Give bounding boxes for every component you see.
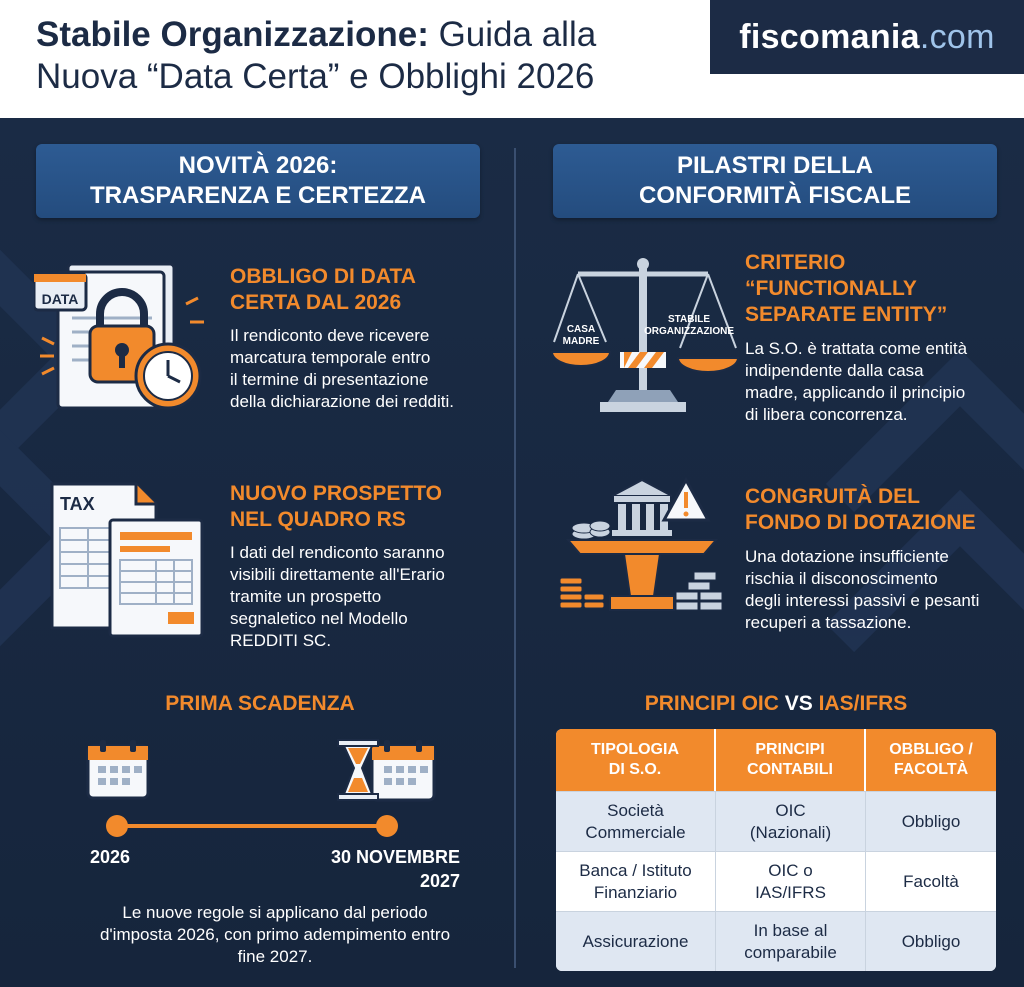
left-item1-title: [230, 264, 500, 316]
calendar-icon-start: [86, 740, 150, 800]
table-header-tipologia: TIPOLOGIA DI S.O.: [556, 729, 716, 791]
balance-scale-icon: [548, 252, 740, 422]
right-item2-title-line2: FONDO DI DOTAZIONE: [745, 511, 976, 534]
deadline-title: PRIMA SCADENZA: [165, 692, 355, 715]
hourglass-calendar-icon: [336, 738, 436, 802]
left-item2-body-line4: segnaletico nel Modello: [230, 609, 408, 628]
left-item1-title-line1: OBBLIGO DI DATA: [230, 265, 416, 288]
left-section-line1: NOVITÀ 2026:: [178, 152, 338, 179]
right-item1-title-line3: SEPARATE ENTITY”: [745, 303, 948, 326]
timeline-end-label-line2: 2027: [419, 871, 460, 891]
left-item2-body-line5: REDDITI SC.: [230, 631, 332, 650]
table-title-vs: VS: [784, 692, 813, 715]
right-item1-body-line4: di libera concorrenza.: [745, 405, 908, 424]
brand-tld: .com: [919, 17, 995, 56]
right-item2-body-line2: rischia il disconoscimento: [745, 569, 938, 588]
table-row: [556, 851, 996, 911]
left-section-line2: TRASPARENZA E CERTEZZA: [90, 182, 426, 209]
right-item1-body-line1: La S.O. è trattata come entità: [745, 339, 968, 358]
left-item1-body-line1: Il rendiconto deve ricevere: [230, 326, 430, 345]
table-row: [556, 791, 996, 851]
right-item2-body-line1: Una dotazione insufficiente: [745, 547, 949, 566]
main-panel: [0, 118, 1024, 987]
table-header-obbligo: OBBLIGO / FACOLTÀ: [866, 729, 996, 791]
left-section-header: [36, 144, 480, 218]
scale-right-line1: STABILE: [667, 314, 711, 325]
table-cell: Facoltà: [866, 851, 996, 911]
left-item1-body-line2: marcatura temporale entro: [230, 348, 431, 367]
table-title-b: IAS/IFRS: [812, 692, 908, 715]
left-item2-body-line1: I dati del rendiconto saranno: [230, 543, 445, 562]
right-section-line2: CONFORMITÀ FISCALE: [639, 182, 911, 209]
table-cell: OIC o IAS/IFRS: [716, 851, 866, 911]
brand-logo[interactable]: [710, 0, 1024, 74]
scale-left-line2: MADRE: [562, 336, 600, 347]
timeline-end-label-line1: 30 NOVEMBRE: [330, 847, 460, 867]
left-item1-body-line3: il termine di presentazione: [230, 370, 429, 389]
left-item2-title: [230, 481, 500, 533]
right-item1-body: [745, 338, 1020, 426]
table-cell: Banca / Istituto Finanziario: [556, 851, 716, 911]
left-item2-body: [230, 542, 515, 652]
deadline-note-line3: fine 2027.: [237, 947, 313, 966]
table-row: [556, 911, 996, 971]
right-item1-title-line1: CRITERIO: [745, 251, 846, 274]
timeline-start-label: 2026: [90, 847, 131, 867]
table-header-principi: PRINCIPI CONTABILI: [716, 729, 866, 791]
data-icon-label: DATA: [41, 291, 79, 307]
table-cell: In base al comparabile: [716, 911, 866, 971]
right-item2-title: [745, 484, 1015, 536]
page-title-line2: Nuova “Data Certa” e Obblighi 2026: [36, 57, 595, 96]
deadline-note-line2: d'imposta 2026, con primo adempimento entro: [99, 925, 451, 944]
table-title-a: PRINCIPI OIC: [644, 692, 785, 715]
table-title: [556, 692, 996, 716]
bank-fund-warning-icon: [554, 476, 730, 636]
left-item2-title-line2: NEL QUADRO RS: [230, 508, 406, 531]
right-section-header: [553, 144, 997, 218]
left-item1-body: [230, 325, 510, 413]
page-title-rest: Guida alla: [428, 15, 597, 54]
deadline-note-line1: Le nuove regole si applicano dal periodo: [122, 903, 428, 922]
timeline-end-dot: [376, 815, 398, 837]
table-cell: Obbligo: [866, 911, 996, 971]
table-cell: OIC (Nazionali): [716, 791, 866, 851]
table-cell: Obbligo: [866, 791, 996, 851]
timeline-end-label: [290, 845, 460, 893]
scale-left-line1: CASA: [566, 324, 596, 335]
principles-table: [556, 729, 996, 971]
right-section-line1: PILASTRI DELLA: [677, 152, 873, 179]
table-header-row: [556, 729, 996, 791]
right-item2-body: [745, 546, 1020, 634]
left-item1-title-line2: CERTA DAL 2026: [230, 291, 402, 314]
brand-text: [739, 18, 995, 57]
timeline-start-dot: [106, 815, 128, 837]
page-title-bold: Stabile Organizzazione:: [36, 15, 429, 54]
right-item2-body-line4: recuperi a tassazione.: [745, 613, 912, 632]
tax-forms-icon: [48, 480, 208, 640]
right-item1-title: [745, 250, 1015, 328]
table-cell: Assicurazione: [556, 911, 716, 971]
left-item1-body-line4: della dichiarazione dei redditi.: [230, 392, 454, 411]
locked-document-clock-icon: [34, 258, 209, 418]
left-item2-title-line1: NUOVO PROSPETTO: [230, 482, 442, 505]
timeline-line: [116, 824, 386, 828]
left-item2-body-line2: visibili direttamente all'Erario: [230, 565, 445, 584]
right-item1-body-line2: indipendente dalla casa: [745, 361, 924, 380]
right-item2-title-line1: CONGRUITÀ DEL: [745, 485, 920, 508]
deadline-note: [40, 902, 510, 968]
right-item2-body-line3: degli interessi passivi e pesanti: [745, 591, 980, 610]
right-item1-body-line3: madre, applicando il principio: [745, 383, 966, 402]
scale-right-line2: ORGANIZZAZIONE: [644, 326, 734, 337]
brand-name: fiscomania: [739, 17, 920, 56]
header: [0, 0, 1024, 118]
right-item1-title-line2: “FUNCTIONALLY: [745, 277, 917, 300]
left-item2-body-line3: tramite un prospetto: [230, 587, 382, 606]
page-title: [36, 14, 696, 98]
tax-icon-label: TAX: [60, 494, 95, 514]
table-cell: Società Commerciale: [556, 791, 716, 851]
